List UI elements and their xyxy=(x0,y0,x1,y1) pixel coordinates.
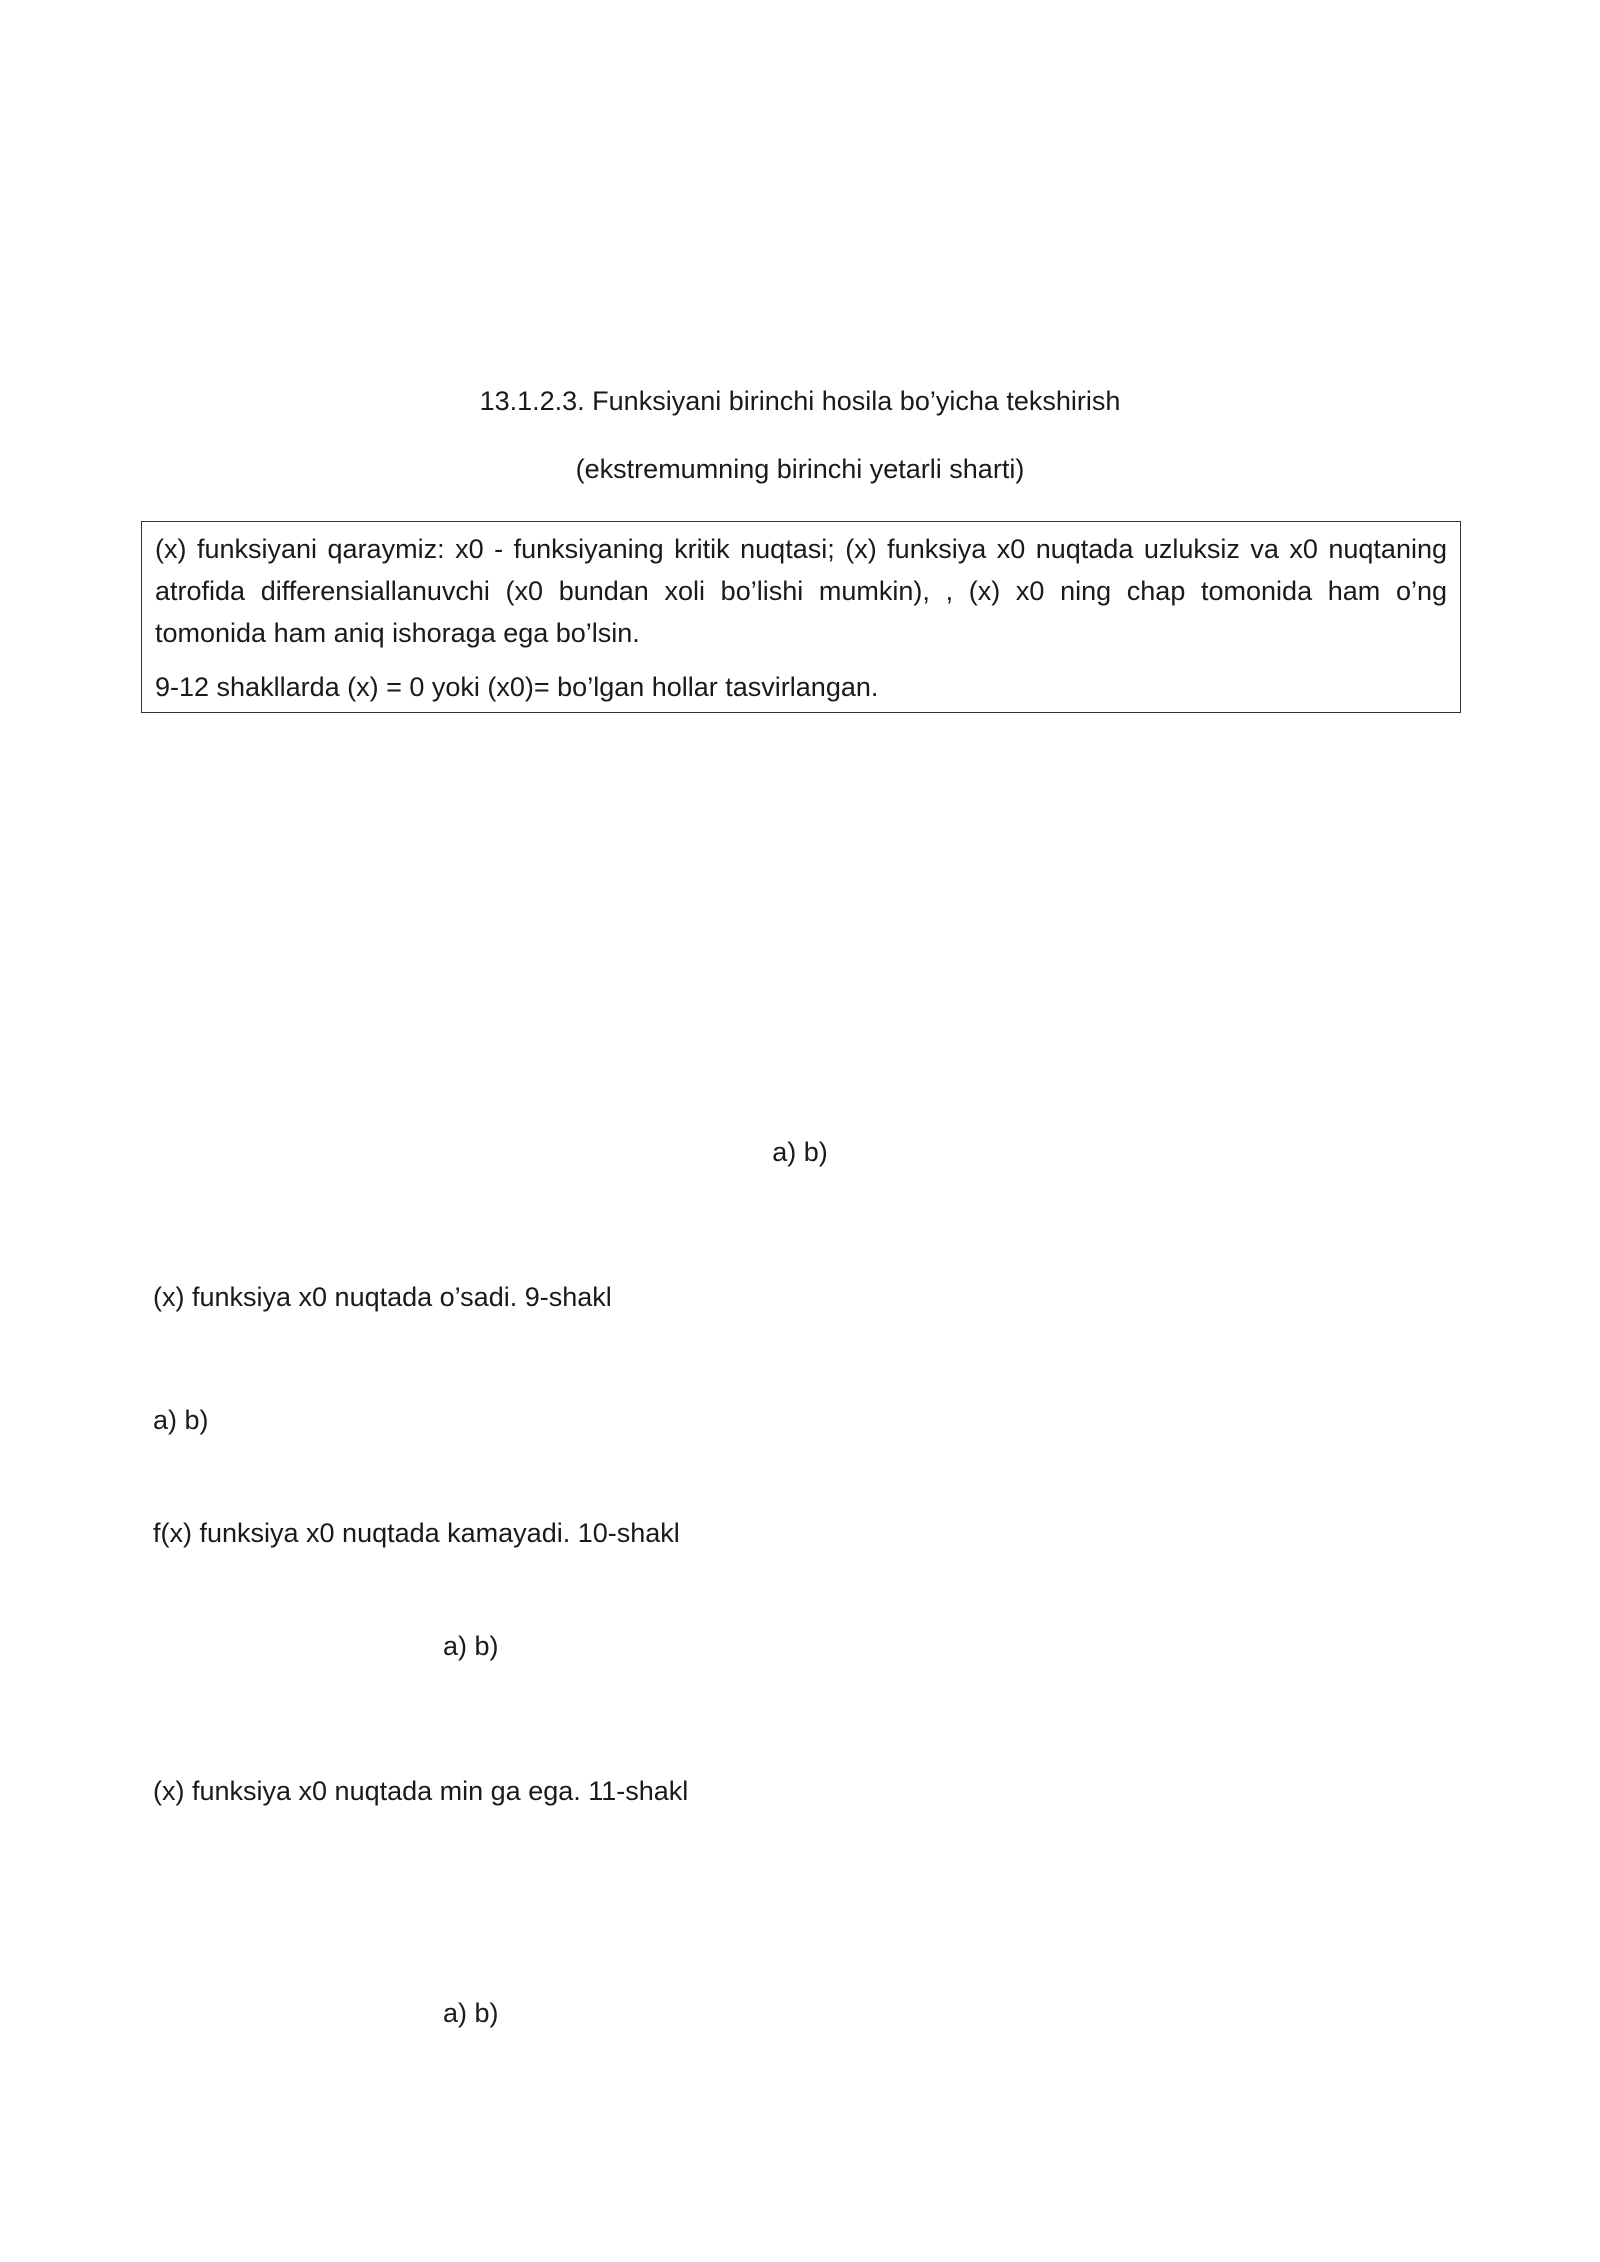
figures-note-paragraph: 9-12 shakllarda (x) = 0 yoki (x0)= bo’lgan hollar tasvirlangan. xyxy=(155,672,879,702)
figure-9-caption: (x) funksiya x0 nuqtada o’sadi. 9-shakl xyxy=(153,1282,612,1312)
section-title: 13.1.2.3. Funksiyani birinchi hosila bo’yicha tekshirish xyxy=(479,386,1121,416)
definition-box xyxy=(141,521,1461,713)
figure-12-subfigure-labels: a) b) xyxy=(443,1998,499,2028)
figure-11-caption: (x) funksiya x0 nuqtada min ga ega. 11-shakl xyxy=(153,1776,689,1806)
figure-10-subfigure-labels: a) b) xyxy=(153,1405,209,1435)
figure-11-subfigure-labels: a) b) xyxy=(443,1631,499,1661)
section-subtitle: (ekstremumning birinchi yetarli sharti) xyxy=(575,454,1025,484)
figure-9-subfigure-labels: a) b) xyxy=(772,1137,828,1167)
figure-10-caption: f(x) funksiya x0 nuqtada kamayadi. 10-shakl xyxy=(153,1518,680,1548)
definition-paragraph: (x) funksiyani qaraymiz: x0 - funksiyaning kritik nuqtasi; (x) funksiya x0 nuqtada uzluksiz va x0 nuqtaning atrofida differensiallanuvchi (x0 bundan xoli bo’lishi mumkin), , (x) x0 ning chap tomonida ham o’ng tomonida ham aniq ishoraga ega bo’lsin. xyxy=(155,534,1447,648)
